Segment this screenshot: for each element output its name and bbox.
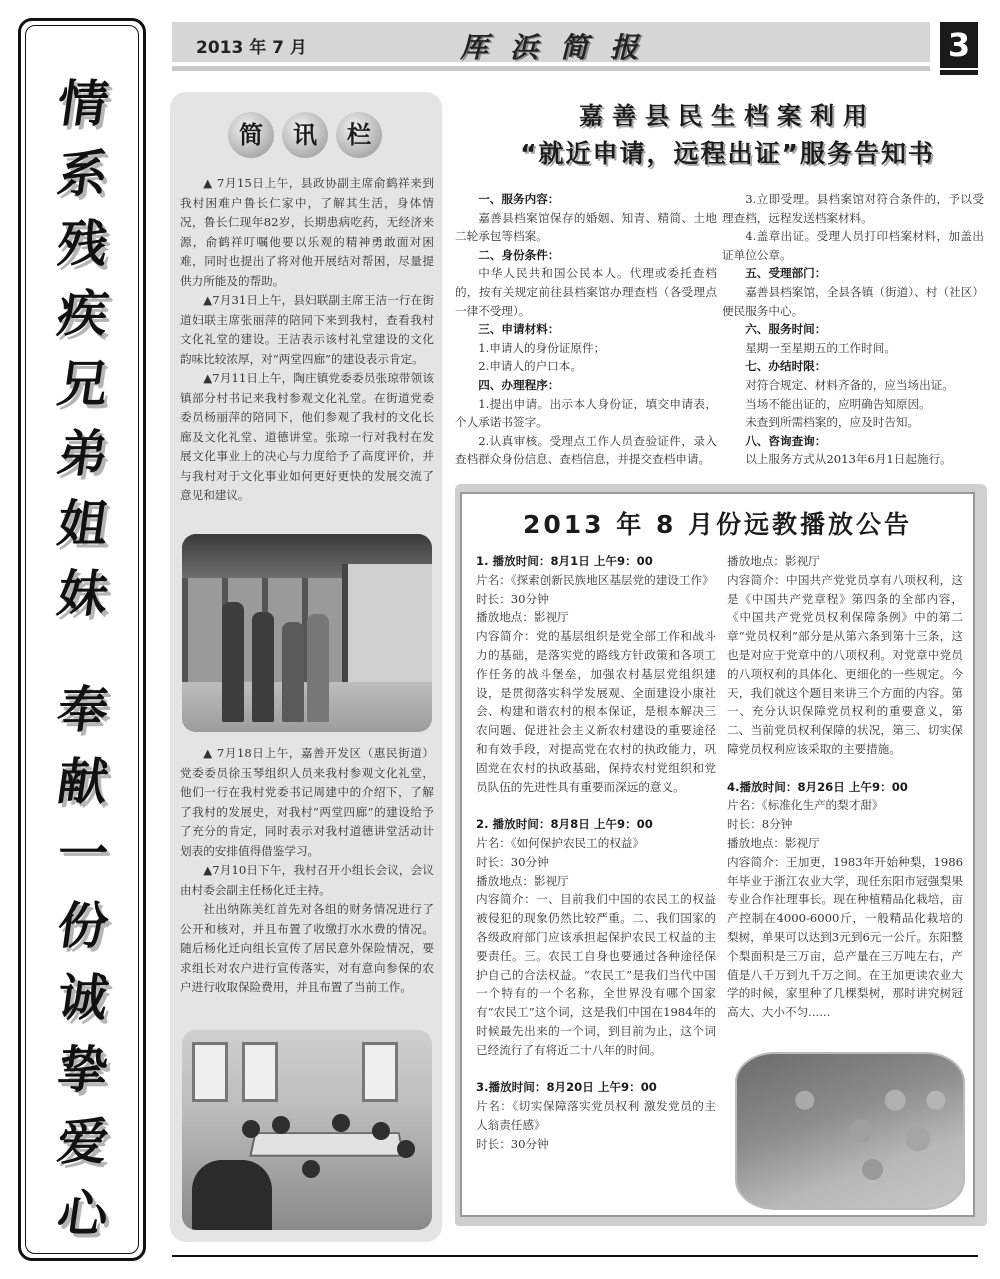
slogan-char: 挚 <box>53 1040 113 1099</box>
section-text: 星期一至星期五的工作时间。 <box>745 340 896 355</box>
slogan-char: 弟 <box>53 424 113 483</box>
program-detail: 时长：8分钟 <box>727 817 793 832</box>
slogan-char: 献 <box>53 752 113 811</box>
slogan-char: 爱 <box>53 1112 113 1171</box>
program-detail: 内容简介：中国共产党党员享有八项权利，这是《中国共产党章程》第四条的全部内容，《中国共产党党员权利保障条例》中的第二章“党员权利”部分是从第六条到第十三条，这也是对应于党章中的八项权利。对党章中党员的八项权利的具体化、更细化的一些规定。今天，我们就这个题目来讲三个方面的内容。第一、充分认识保障党员权利的重要意义，第二、当前党员权利保障的状况，第三、切实保障党员权利应该采取的主要措施。 <box>727 572 963 756</box>
program-detail: 片名：《探索创新民族地区基层党的建设工作》 <box>476 572 714 587</box>
slogan-char: 兄 <box>53 354 113 413</box>
spacer <box>476 796 716 815</box>
corridor-visit-photo <box>182 534 432 732</box>
section-text: 1.申请人的身份证原件； <box>478 340 606 355</box>
newspaper-masthead: 厍浜简报 <box>460 31 661 64</box>
pear-orchard-photo <box>735 1052 965 1210</box>
section-text: 2.申请人的户口本。 <box>478 359 582 374</box>
slogan-char: 诚 <box>53 968 113 1027</box>
program-detail: 内容简介：一、目前我们中国的农民工的权益被侵犯的现象仍然比较严重。二、我们国家的各级政府部门应该承担起保护农民工权益的主要责任。三。农民工自身也要通过各种途径保护自己的合法权益。“农民工”是我们当代中国一个特有的一个名称，全世界没有哪个国家有“农民工”这个词，这是我们中国在1984年的时候最先出来的一个词，到目前为止，这个词已经流行了有将近二十八年的时间。 <box>476 892 716 1057</box>
program-detail: 内容简介：王加更，1983年开始种梨，1986年毕业于浙江农业大学，现任东阳市冠强梨果专业合作社理事长。现在种植精品化栽培，亩产控制在4000-6000斤，一般精品化栽培的梨树，单果可以达到3元到6元一公斤。东阳整个梨面积是三万亩，总产量在三万吨左右，产值是八千万到九千万之间。在王加更读农业大学的时候，家里种了几棵梨树，那时讲究树冠高大、大小不匀...... <box>727 854 963 1020</box>
issue-date: 2013 年 7 月 <box>196 38 307 58</box>
slogan-top <box>21 74 143 639</box>
archive-notice-subtitle: “就近申请，远程出证”服务告知书 <box>520 139 935 168</box>
slogan-char: 疾 <box>53 284 113 343</box>
section-heading: 二、身份条件： <box>478 247 560 262</box>
title-bubble: 讯 <box>282 112 328 158</box>
brief-news-text-bottom <box>180 744 434 998</box>
brief-news-column <box>170 92 442 1242</box>
section-text: 未查到所需档案的，应及时告知。 <box>745 415 920 430</box>
slogan-char: 一 <box>53 824 113 883</box>
page-number: 3 <box>940 22 978 68</box>
slogan-char: 情 <box>53 74 113 133</box>
meeting-photo <box>182 1030 432 1230</box>
slogan-char: 份 <box>53 896 113 955</box>
vertical-slogan-banner <box>18 18 146 1261</box>
archive-notice-right-column <box>722 190 984 469</box>
news-item: ▲ 7月18日上午，嘉善开发区（惠民街道）党委委员徐玉琴组织人员来我村参观文化礼堂，他们一行在我村党委书记周建中的介绍下，了解了我村的发展史，对我村“两堂四廊”的建设给予了充分的肯定，同时表示对我村道德讲堂活动计划表的安排值得借鉴学习。 <box>180 746 434 858</box>
program-detail: 播放地点：影视厅 <box>476 610 569 625</box>
spacer <box>476 1060 716 1079</box>
section-text: 4.盖章出证。受理人员打印档案材料，加盖出证单位公章。 <box>722 229 984 262</box>
section-text: 中华人民共和国公民本人。代理或委托查档的，按有关规定前往县档案馆办理查档（各受理点一律不受理）。 <box>455 266 717 318</box>
program-heading: 1. 播放时间：8月1日 上午9：00 <box>476 554 653 568</box>
news-item: 社出纳陈美红首先对各组的财务情况进行了公开和核对，并且布置了收缴打水水费的情况。随后杨化迁向组长宣传了居民意外保险情况，要求组长对农户进行宣传落实，对有意向参保的农户进行收取保险费用，并且布置了当前工作。 <box>180 902 434 994</box>
slogan-bottom <box>21 680 143 1261</box>
section-heading: 六、服务时间： <box>745 322 827 337</box>
program-heading: 4.播放时间：8月26日 上午9：00 <box>727 779 908 794</box>
brief-news-text-top <box>180 174 434 506</box>
page-number-underline <box>940 70 978 75</box>
section-text: 对符合规定、材料齐备的，应当场出证。 <box>745 377 954 392</box>
program-detail: 时长：30分钟 <box>476 1136 549 1151</box>
archive-notice-left-column <box>455 190 717 469</box>
news-item: ▲7月11日上午，陶庄镇党委委员张琼带领该镇部分村书记来我村参观文化礼堂。在街道党委委员杨丽萍的陪同下，他们参观了我村的文化长廊及文化礼堂、道德讲堂。张琼一行对我村在发展文化事业上的决心与力度给予了高度评价，并与我村对于文化事业如何更好更快的发展交流了意见和建议。 <box>180 371 434 502</box>
slogan-char: 心 <box>53 1184 113 1243</box>
slogan-char: 系 <box>53 144 113 203</box>
title-bubble: 简 <box>228 112 274 158</box>
header-rule <box>172 66 930 71</box>
footer-rule <box>172 1255 978 1257</box>
broadcast-title: 2013 年 8 月份远教播放公告 <box>522 510 913 539</box>
slogan-char: 妹 <box>53 564 113 623</box>
section-text: 以上服务方式从2013年6月1日起施行。 <box>745 452 952 467</box>
section-text: 嘉善县档案馆，全县各镇（街道）、村（社区）便民服务中心。 <box>722 284 984 318</box>
section-heading: 一、服务内容： <box>478 192 560 206</box>
program-detail: 播放地点：影视厅 <box>727 835 820 850</box>
program-heading: 3.播放时间：8月20日 上午9：00 <box>476 1080 657 1095</box>
section-text: 嘉善县档案馆保存的婚姻、知青、精简、土地二轮承包等档案。 <box>455 210 717 244</box>
program-detail: 片名：《如何保护农民工的权益》 <box>476 835 645 850</box>
program-detail: 片名：《标准化生产的梨才甜》 <box>727 798 884 813</box>
program-detail: 片名：《切实保障落实党员权利 激发党员的主人翁责任感》 <box>476 1099 716 1132</box>
slogan-char: 奉 <box>53 680 113 739</box>
program-detail: 时长：30分钟 <box>476 854 549 869</box>
broadcast-right-column <box>727 552 963 1022</box>
section-heading: 三、申请材料： <box>478 322 560 337</box>
archive-notice-title: 嘉善县民生档案利用 <box>579 102 876 130</box>
broadcast-left-column <box>476 552 716 1154</box>
section-heading: 五、受理部门： <box>745 266 827 281</box>
section-text: 1.提出申请。出示本人身份证，填交申请表，个人承诺书签字。 <box>455 396 717 430</box>
program-heading: 2. 播放时间：8月8日 上午9：00 <box>476 817 653 832</box>
news-item: ▲7月10日下午，我村召开小组长会议，会议由村委会副主任杨化迁主持。 <box>180 863 434 897</box>
slogan-char: 残 <box>53 214 113 273</box>
section-heading: 八、咨询查询： <box>745 433 827 448</box>
news-item: ▲7月31日上午，县妇联副主席王洁一行在街道妇联主席张丽萍的陪同下来到我村，查看我村文化礼堂的建设。王洁表示该村礼堂建设的文化韵味比较浓厚，对“两堂四廊”的建设表示肯定。 <box>180 293 434 366</box>
section-heading: 四、办理程序： <box>478 377 560 392</box>
section-text: 2.认真审核。受理点工作人员查验证件，录入查档群众身份信息、查档信息，并提交查档申请。 <box>455 433 717 467</box>
spacer <box>727 759 963 778</box>
program-detail: 播放地点：影视厅 <box>727 554 820 568</box>
program-detail: 内容简介：党的基层组织是党全部工作和战斗力的基础，是落实党的路线方针政策和各项工作任务的战斗堡垒，加强农村基层党组织建设，是贯彻落实科学发展观、全面建设小康社会、构建和谐农村的根本保证，是根本解决三农问题、促进社会主义新农村建设的重要途径和有效手段，对提高党在农村的执政能力，巩固党在农村的执政基础，保持农村党组织和党员队伍的先进性具有重要而深远的意义。 <box>476 629 716 794</box>
program-detail: 时长：30分钟 <box>476 591 549 606</box>
program-detail: 播放地点：影视厅 <box>476 873 569 888</box>
section-text: 当场不能出证的，应明确告知原因。 <box>745 396 931 411</box>
title-bubble: 栏 <box>336 112 382 158</box>
section-heading: 七、办结时限： <box>745 359 827 374</box>
slogan-char: 姐 <box>53 494 113 553</box>
brief-news-title <box>228 112 382 158</box>
section-text: 3.立即受理。县档案馆对符合条件的，予以受理查档，远程发送档案材料。 <box>722 192 984 225</box>
news-item: ▲ 7月15日上午，县政协副主席俞鹤祥来到我村困难户鲁长仁家中，了解其生活，身体情况，鲁长仁现年82岁，长期患病吃药，无经济来源，俞鹤祥叮嘱他要以乐观的精神勇敢面对困难，同时也提出了将对他开展结对帮困，尽量提供力所能及的帮助。 <box>180 176 434 288</box>
